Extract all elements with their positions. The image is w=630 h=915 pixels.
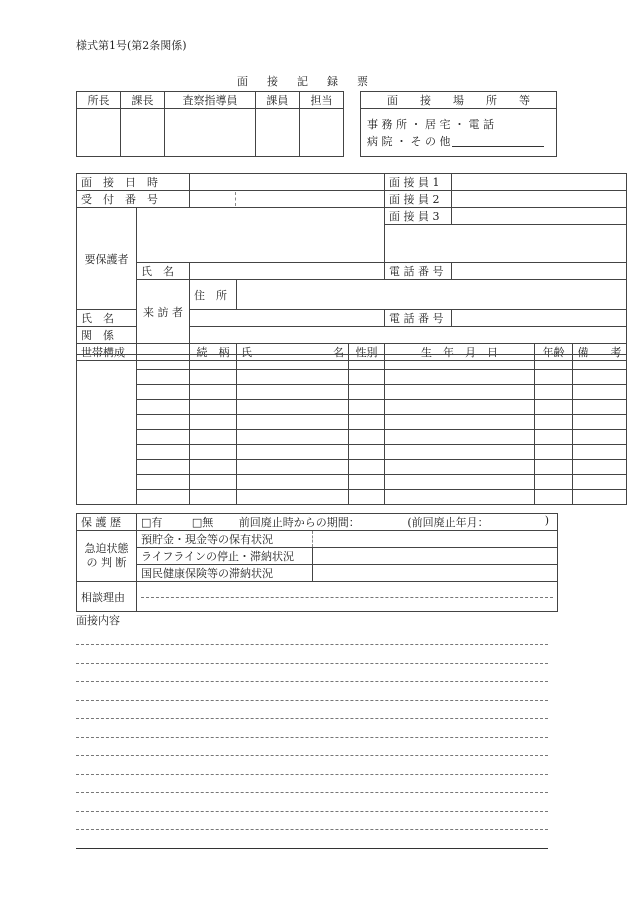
visitor-relation-field[interactable]	[190, 327, 627, 344]
household-member-cell[interactable]	[137, 370, 190, 385]
applicant-name-label: 氏 名	[137, 263, 190, 280]
household-member-cell[interactable]	[237, 385, 349, 400]
reception-number-label: 受 付 番 号	[77, 191, 190, 208]
protection-period-label: 前回廃止時からの期間：	[238, 516, 360, 529]
protection-no-checkbox[interactable]: □無	[191, 516, 214, 529]
interviewer1-label: 面 接 員 1	[385, 174, 452, 191]
household-member-cell[interactable]	[535, 475, 573, 490]
approval-table	[76, 91, 344, 157]
household-member-cell[interactable]	[535, 490, 573, 505]
household-col-sex: 性別	[349, 344, 385, 361]
household-member-cell[interactable]	[190, 490, 237, 505]
household-member-cell[interactable]	[385, 400, 535, 415]
household-member-cell[interactable]	[137, 490, 190, 505]
lower-form-table	[76, 513, 558, 612]
interviewer2-field[interactable]	[452, 191, 627, 208]
household-member-cell[interactable]	[573, 385, 627, 400]
household-member-cell[interactable]	[573, 460, 627, 475]
consult-reason-label: 相談理由	[77, 582, 137, 612]
household-member-cell[interactable]	[349, 370, 385, 385]
household-side-cell	[77, 355, 137, 505]
household-member-cell[interactable]	[349, 430, 385, 445]
household-member-cell[interactable]	[573, 430, 627, 445]
visitor-address-label: 住 所	[190, 280, 237, 310]
household-member-cell[interactable]	[385, 355, 535, 370]
place-header: 面 接 場 所 等	[361, 92, 557, 109]
household-member-cell[interactable]	[137, 430, 190, 445]
household-member-cell[interactable]	[385, 445, 535, 460]
urgency-label	[77, 531, 137, 582]
interview-content-line[interactable]	[76, 644, 548, 645]
applicant-phone-field[interactable]	[452, 263, 627, 280]
interviewer3-label: 面 接 員 3	[385, 208, 452, 225]
interview-place-table	[360, 91, 557, 157]
interview-content-line[interactable]	[76, 681, 548, 682]
household-table	[76, 354, 627, 505]
interview-content-label: 面接内容	[76, 614, 120, 627]
household-member-cell[interactable]	[535, 460, 573, 475]
household-member-cell[interactable]	[137, 355, 190, 370]
visitor-address-field[interactable]	[237, 280, 627, 310]
urgency-insurance-field[interactable]	[313, 565, 558, 582]
household-col-relation: 続 柄	[190, 344, 237, 361]
interview-content-line[interactable]	[76, 755, 548, 756]
form-id: 様式第1号(第2条関係)	[76, 39, 187, 52]
household-member-cell[interactable]	[385, 460, 535, 475]
household-member-cell[interactable]	[137, 415, 190, 430]
household-member-cell[interactable]	[190, 445, 237, 460]
household-col-notes: 備 考	[573, 344, 627, 361]
household-member-cell[interactable]	[190, 415, 237, 430]
household-col-age: 年齢	[535, 344, 573, 361]
household-col-birthdate: 生 年 月 日	[385, 344, 535, 361]
protection-history-label: 保 護 歴	[77, 514, 137, 531]
household-member-cell[interactable]	[190, 355, 237, 370]
stamp-cell[interactable]	[299, 109, 343, 157]
household-member-cell[interactable]	[535, 430, 573, 445]
household-member-cell[interactable]	[137, 460, 190, 475]
household-member-cell[interactable]	[385, 430, 535, 445]
main-form-table	[76, 173, 627, 361]
household-member-cell[interactable]	[190, 475, 237, 490]
household-member-cell[interactable]	[573, 490, 627, 505]
household-member-cell[interactable]	[385, 370, 535, 385]
approval-header-supervisor: 査察指導員	[165, 92, 256, 109]
urgency-item-savings: 預貯金・現金等の保有状況	[137, 531, 313, 548]
household-member-cell[interactable]	[137, 400, 190, 415]
household-member-cell[interactable]	[237, 475, 349, 490]
household-member-cell[interactable]	[535, 385, 573, 400]
urgency-item-insurance: 国民健康保険等の滞納状況	[137, 565, 313, 582]
household-col-surname: 氏	[241, 346, 252, 359]
interview-content-line[interactable]	[76, 718, 548, 719]
interviewer3-field[interactable]	[452, 208, 627, 225]
interview-date-field[interactable]	[190, 174, 385, 191]
household-member-cell[interactable]	[349, 385, 385, 400]
interview-content-line[interactable]	[76, 737, 548, 738]
household-member-cell[interactable]	[237, 355, 349, 370]
urgency-savings-field[interactable]	[313, 531, 558, 548]
household-member-cell[interactable]	[573, 475, 627, 490]
urgency-lifeline-field[interactable]	[313, 548, 558, 565]
applicant-phone-label: 電 話 番 号	[385, 263, 452, 280]
approval-header-director: 所長	[77, 92, 121, 109]
urgency-item-lifeline: ライフラインの停止・滞納状況	[137, 548, 313, 565]
protection-history-field	[137, 514, 558, 531]
protection-prev-label: (前回廃止年月：	[407, 516, 489, 529]
household-member-cell[interactable]	[237, 430, 349, 445]
household-label: 世帯構成	[77, 344, 137, 361]
interview-content-line[interactable]	[76, 792, 548, 793]
household-member-cell[interactable]	[190, 430, 237, 445]
household-member-cell[interactable]	[535, 400, 573, 415]
household-member-cell[interactable]	[573, 400, 627, 415]
household-col-given: 名	[333, 346, 344, 359]
household-member-cell[interactable]	[349, 460, 385, 475]
visitor-relation-label: 関 係	[77, 327, 137, 344]
applicant-address-field[interactable]	[385, 225, 627, 263]
applicant-name-field[interactable]	[190, 263, 385, 280]
household-member-cell[interactable]	[349, 490, 385, 505]
interview-content-line[interactable]	[76, 663, 548, 664]
household-member-cell[interactable]	[237, 415, 349, 430]
interview-content-line[interactable]	[76, 848, 548, 849]
visitor-name-label: 氏 名	[77, 310, 137, 327]
household-member-cell[interactable]	[137, 475, 190, 490]
household-member-cell[interactable]	[535, 445, 573, 460]
household-member-cell[interactable]	[535, 370, 573, 385]
stamp-cell[interactable]	[165, 109, 256, 157]
interview-content-line[interactable]	[76, 811, 548, 812]
household-member-cell[interactable]	[237, 460, 349, 475]
interview-content-line[interactable]	[76, 700, 548, 701]
stamp-cell[interactable]	[255, 109, 299, 157]
household-member-cell[interactable]	[190, 370, 237, 385]
visitor-label: 来 訪 者	[137, 280, 190, 344]
household-member-cell[interactable]	[349, 415, 385, 430]
applicant-top-space	[137, 208, 385, 263]
household-member-cell[interactable]	[573, 445, 627, 460]
household-member-cell[interactable]	[349, 475, 385, 490]
approval-header-staff: 課員	[255, 92, 299, 109]
interviewer1-field[interactable]	[452, 174, 627, 191]
household-member-cell[interactable]	[237, 490, 349, 505]
household-member-cell[interactable]	[237, 370, 349, 385]
household-member-cell[interactable]	[137, 445, 190, 460]
household-member-cell[interactable]	[237, 445, 349, 460]
stamp-cell[interactable]	[77, 109, 121, 157]
urgency-label-line1: 急迫状態	[84, 541, 129, 555]
page-title: 面 接 記 録 票	[237, 75, 372, 88]
household-member-cell[interactable]	[535, 415, 573, 430]
visitor-name-field[interactable]	[190, 310, 385, 327]
household-member-cell[interactable]	[190, 400, 237, 415]
interviewer2-label: 面 接 員 2	[385, 191, 452, 208]
household-member-cell[interactable]	[349, 355, 385, 370]
household-member-cell[interactable]	[385, 475, 535, 490]
household-member-cell[interactable]	[190, 385, 237, 400]
interview-content-line[interactable]	[76, 774, 548, 775]
interview-date-label: 面 接 日 時	[77, 174, 190, 191]
reception-number-field[interactable]	[190, 191, 385, 208]
urgency-label-line2: の 判 断	[86, 556, 127, 569]
stamp-cell[interactable]	[121, 109, 165, 157]
household-member-cell[interactable]	[385, 490, 535, 505]
household-member-cell[interactable]	[237, 400, 349, 415]
visitor-phone-field[interactable]	[452, 310, 627, 327]
place-options-line2[interactable]: 病 院 ・ そ の 他	[367, 134, 451, 148]
visitor-phone-label: 電 話 番 号	[385, 310, 452, 327]
household-member-cell[interactable]	[349, 400, 385, 415]
household-member-cell[interactable]	[573, 370, 627, 385]
household-member-cell[interactable]	[385, 385, 535, 400]
household-member-cell[interactable]	[349, 445, 385, 460]
household-member-cell[interactable]	[190, 460, 237, 475]
household-member-cell[interactable]	[535, 355, 573, 370]
protection-yes-checkbox[interactable]: □有	[141, 516, 163, 529]
applicant-label: 要保護者	[77, 208, 137, 310]
household-member-cell[interactable]	[573, 355, 627, 370]
place-other-field[interactable]	[452, 136, 544, 147]
protection-prev-close: )	[544, 514, 550, 527]
interview-content-line[interactable]	[76, 829, 548, 830]
household-member-cell[interactable]	[137, 385, 190, 400]
household-member-cell[interactable]	[385, 415, 535, 430]
household-member-cell[interactable]	[573, 415, 627, 430]
consult-reason-field[interactable]	[137, 582, 558, 612]
place-options-line1[interactable]: 事 務 所 ・ 居 宅 ・ 電 話	[367, 117, 494, 131]
approval-header-section-chief: 課長	[121, 92, 165, 109]
approval-header-charge: 担当	[299, 92, 343, 109]
